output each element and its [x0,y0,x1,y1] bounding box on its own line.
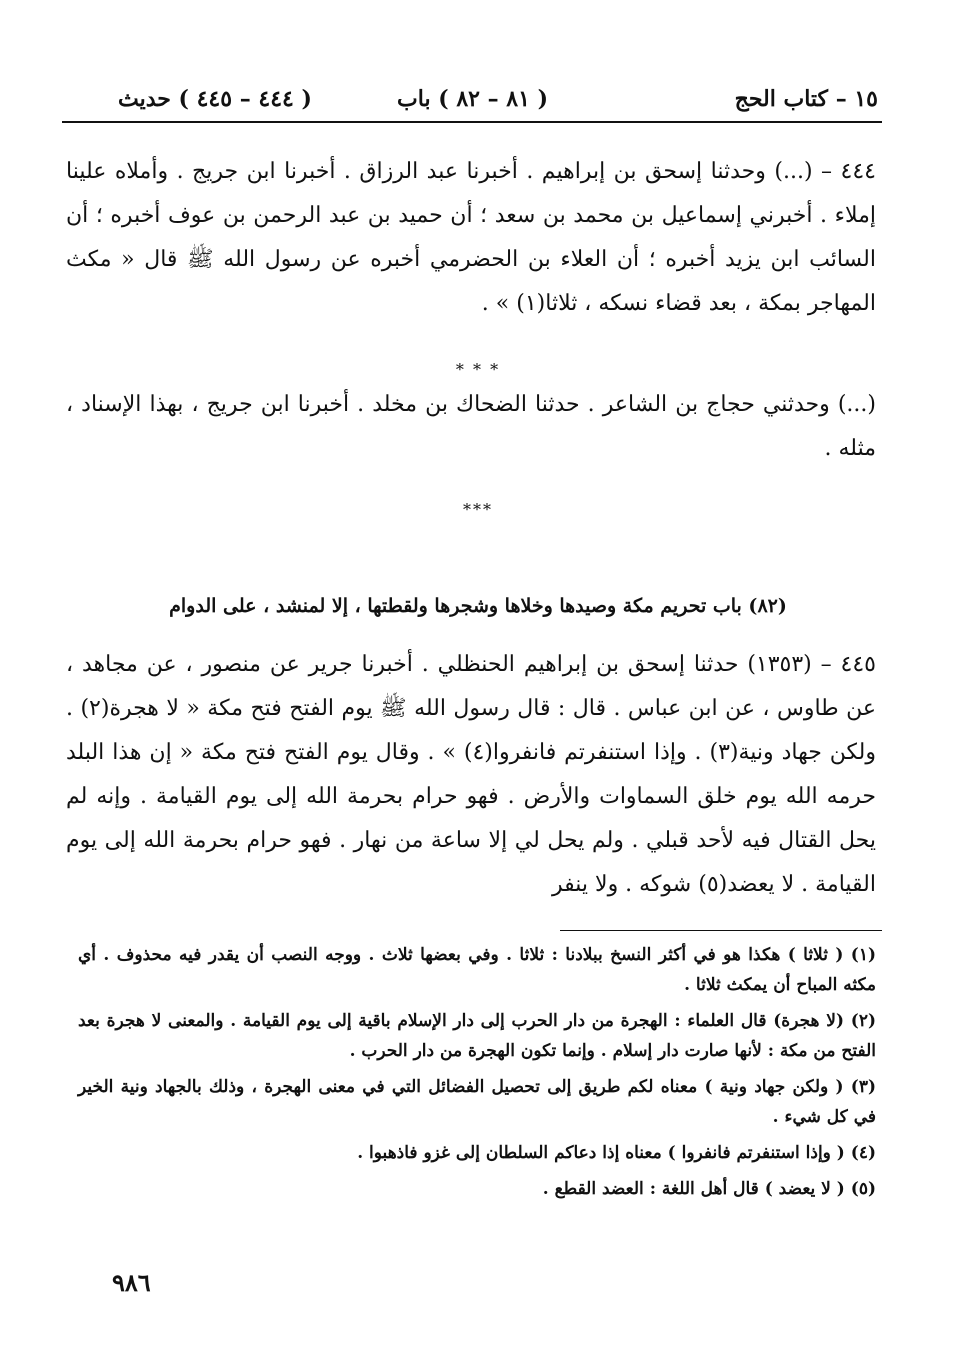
hadith-445: ٤٤٥ – (١٣٥٣) حدثنا إسحق بن إبراهيم الحنظلي . أخبرنا جرير عن منصور ، عن مجاهد ، عن طاوس ، عن ابن عباس . قال : قال رسول الله ﷺ يوم الفتح فتح مكة « لا هجرة(٢) . ولكن جهاد ونية(٣) . وإذا استنفرتم فانفروا(٤) » . وقال يوم الفتح فتح مكة « إن هذا البلد حرمه الله يوم خلق السماوات والأرض . فهو حرام بحرمة الله إلى يوم القيامة . وإنه لم يحل القتال فيه لأحد قبلي . ولم يحل لي إلا ساعة من نهار . فهو حرام بحرمة الله إلى يوم القيامة . لا يعضد(٥) شوكه . ولا ينفر [66,652,877,897]
footnote-3: (٣) ( ولكن جهاد ونية ) معناه لكم طريق إلى تحصيل الفضائل التي في معنى الهجرة ، وذلك بالجهاد ونية الخير في كل شيء . [78,1077,877,1127]
footnotes [78,940,876,1210]
separator-stars-1: * * * [455,360,501,379]
footnote-4: (٤) ( وإذا استنفرتم فانفروا ) معناه إذا دعاكم السلطان إلى غزو فاذهبوا . [357,1143,876,1163]
footnote-5: (٥) ( لا يعضد ) قال أهل اللغة : العضد القطع . [542,1179,876,1199]
header-rule [62,121,882,123]
hadith-444: ٤٤٤ – (...) وحدثنا إسحق بن إبراهيم . أخبرنا عبد الرزاق . أخبرنا ابن جريج . وأملاه علينا إملاء . أخبرني إسماعيل بن محمد بن سعد ؛ أن حميد بن عبد الرحمن بن عوف أخبره ؛ أن السائب ابن يزيد أخبره ؛ أن العلاء بن الحضرمي أخبره عن رسول الله ﷺ قال « مكث المهاجر بمكة ، بعد قضاء نسكه ، ثلاثا(١) » . [66,159,876,316]
chapter-title: (٨٢) باب تحريم مكة وصيدها وخلاها وشجرها ولقطتها ، إلا لمنشد ، على الدوام [169,595,787,617]
footnote-2: (٢) (لا هجرة) قال العلماء : الهجرة من دار الحرب إلى دار الإسلام باقية إلى يوم القيامة . والمعنى لا هجرة بعد الفتح من مكة : لأنها صارت دار إسلام . وإنما تكون الهجرة من دار الحرب . [78,1011,876,1061]
page-header [78,78,878,118]
footnote-1: (١) ( ثلاثا ) هكذا هو في أكثر النسخ ببلادنا : ثلاثا . وفي بعضها ثلاث . ووجه النصب أن يقدر فيه محذوف . أي مكثه المباح أن يمكث ثلاثا . [78,945,876,995]
header-chapter-range: ( ٨١ – ٨٢ ) باب [397,86,548,112]
header-hadith-range: ( ٤٤٤ – ٤٤٥ ) حديث [118,86,312,112]
separator-stars-2: *** [463,500,493,519]
page-number: ٩٨٦ [112,1268,151,1297]
footnote-rule [560,930,882,931]
hadith-444-variant: (...) وحدثني حجاج بن الشاعر . حدثنا الضحاك بن مخلد . أخبرنا ابن جريج ، بهذا الإسناد ، مثله . [66,392,876,461]
header-book-title: ١٥ – كتاب الحج [734,86,878,112]
